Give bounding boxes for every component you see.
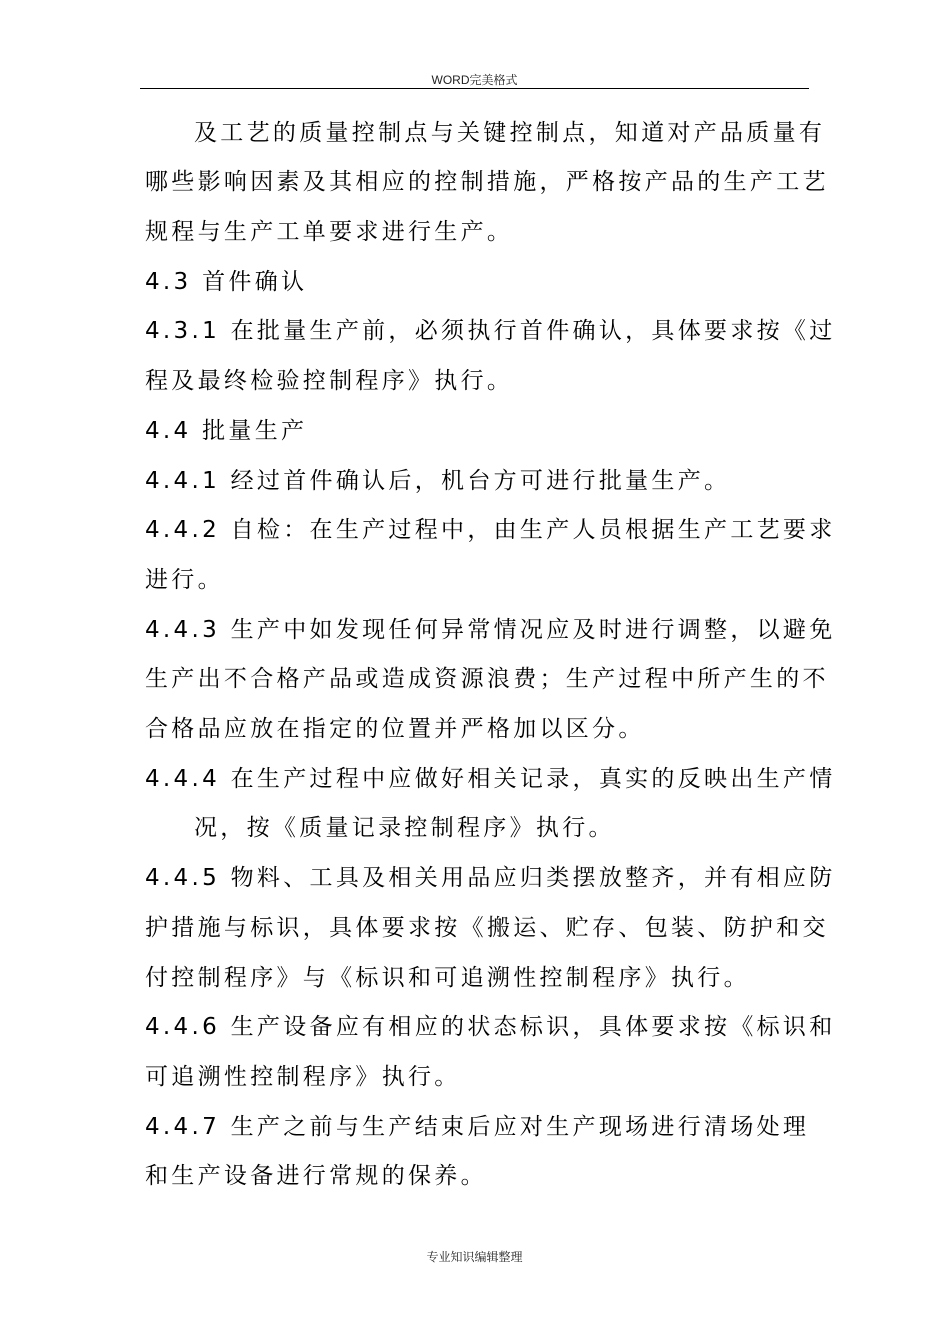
body-line-4-4-4-b: 况，按《质量记录控制程序》执行。 <box>194 815 615 841</box>
body-line-4-3-1-b: 程及最终检验控制程序》执行。 <box>145 368 514 394</box>
body-line-4-4-5-c: 付控制程序》与《标识和可追溯性控制程序》执行。 <box>145 965 750 991</box>
body-line-4-4-2-b: 进行。 <box>145 567 224 593</box>
body-line-4-4-2-a: 4.4.2 自检：在生产过程中，由生产人员根据生产工艺要求 <box>145 517 836 543</box>
body-line-4-4-4-a: 4.4.4 在生产过程中应做好相关记录，真实的反映出生产情 <box>145 766 836 792</box>
body-line-4-4-3-a: 4.4.3 生产中如发现任何异常情况应及时进行调整，以避免 <box>145 617 836 643</box>
body-line-2: 哪些影响因素及其相应的控制措施，严格按产品的生产工艺 <box>145 169 829 195</box>
body-line-4-4-1: 4.4.1 经过首件确认后，机台方可进行批量生产。 <box>145 468 731 494</box>
body-line-3: 规程与生产工单要求进行生产。 <box>145 219 514 245</box>
header-divider <box>140 88 809 89</box>
body-line-4-4-5-a: 4.4.5 物料、工具及相关用品应归类摆放整齐，并有相应防 <box>145 865 836 891</box>
body-line-4-4-3-c: 合格品应放在指定的位置并严格加以区分。 <box>145 716 645 742</box>
body-line-4-4-5-b: 护措施与标识，具体要求按《搬运、贮存、包装、防护和交 <box>145 915 829 941</box>
body-line-1: 及工艺的质量控制点与关键控制点，知道对产品质量有 <box>194 120 826 146</box>
body-line-4-3-1-a: 4.3.1 在批量生产前，必须执行首件确认，具体要求按《过 <box>145 318 836 344</box>
body-line-4-4-6-a: 4.4.6 生产设备应有相应的状态标识，具体要求按《标识和 <box>145 1014 836 1040</box>
page-header: WORD完美格式 <box>431 73 518 87</box>
section-heading-4-4: 4.4 批量生产 <box>145 418 308 444</box>
body-line-4-4-7-b: 和生产设备进行常规的保养。 <box>145 1163 487 1189</box>
page-footer: 专业知识编辑整理 <box>426 1250 523 1264</box>
section-heading-4-3: 4.3 首件确认 <box>145 269 308 295</box>
body-line-4-4-3-b: 生产出不合格产品或造成资源浪费；生产过程中所产生的不 <box>145 666 829 692</box>
body-line-4-4-6-b: 可追溯性控制程序》执行。 <box>145 1064 461 1090</box>
body-line-4-4-7-a: 4.4.7 生产之前与生产结束后应对生产现场进行清场处理 <box>145 1114 810 1140</box>
